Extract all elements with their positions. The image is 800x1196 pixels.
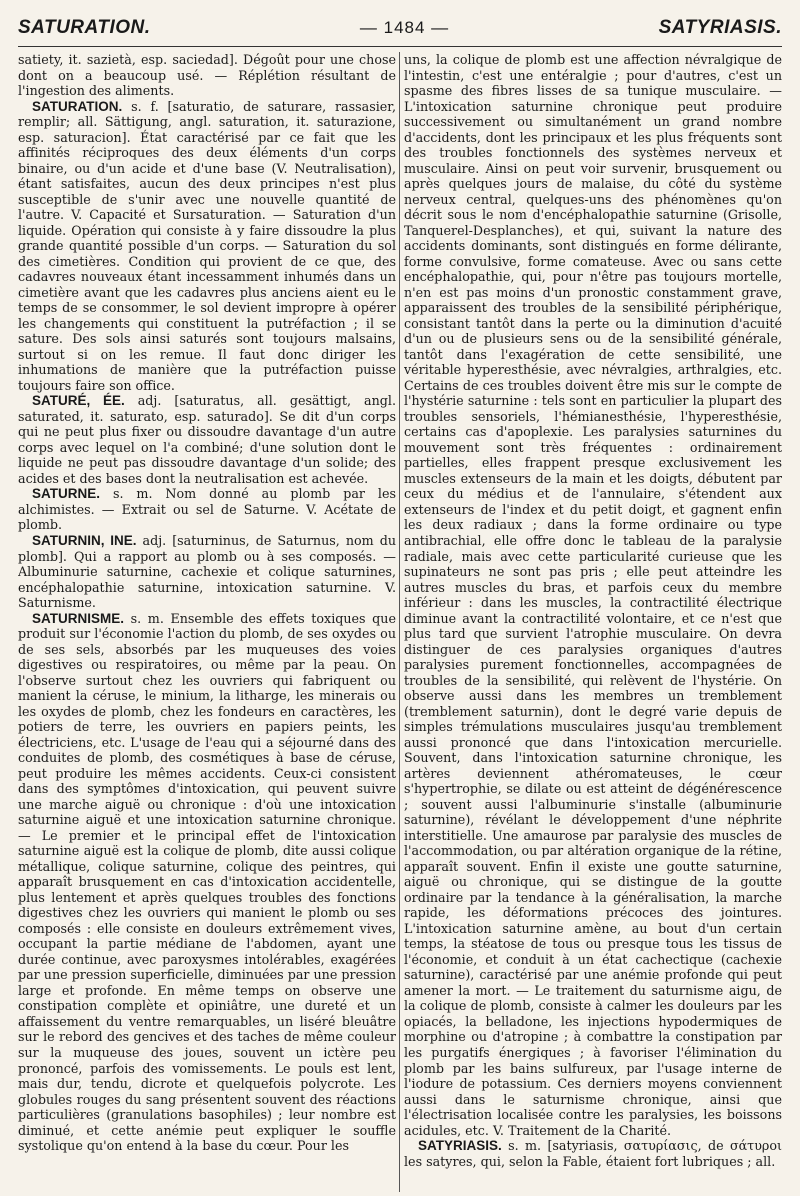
entry-headword: SATURNISME. (32, 610, 125, 626)
entry-definition: s. m. [satyriasis, σατυρίασις, de σάτυροι les satyres, qui, selon la Fable, étaient fort lubriques ; all. (404, 1138, 782, 1169)
entry-definition: s. m. Nom donné au plomb par les alchimistes. — Extrait ou sel de Saturne. V. Acétate de plomb. (18, 486, 396, 533)
dictionary-entry (18, 99, 396, 394)
right-column (404, 52, 782, 1192)
running-header (18, 14, 782, 47)
column-divider (399, 52, 400, 1192)
page-number: — 1484 — (359, 18, 450, 37)
dictionary-entry (404, 1138, 782, 1169)
entry-definition: s. m. Ensemble des effets toxiques que produit sur l'économie l'action du plomb, de ses oxydes ou de ses sels, absorbés par les muqueuses des voies digestives ou respiratoires, ou même par la peau. On l'observe surtout chez les ouvriers qui fabriquent ou manient la céruse, le minium, la litharge, les minerais ou les oxydes de plomb, chez les fondeurs en caractères, les potiers de terre, les ouvriers en papiers peints, les électriciens, etc. L'usage de l'eau qui a séjourné dans des conduites de plomb, des cosmétiques à base de céruse, peut produire les mêmes accidents. Ceux-ci consistent dans des symptômes d'intoxication, qui peuvent suivre une marche aiguë ou chronique : d'où une intoxication saturnine aiguë et une intoxication saturnine chronique. — Le premier et le principal effet de l'intoxication saturnine aiguë est la colique de plomb, dite aussi colique métallique, colique saturnine, colique des peintres, qui apparaît brusquement en cas d'intoxication accidentelle, plus lentement et après quelques troubles des fonctions digestives chez les ouvriers qui manient le plomb ou ses composés : elle consiste en douleurs extrêmement vives, occupant la partie médiane de l'abdomen, ayant une durée continue, avec paroxysmes intolérables, exagérées par une pression superficielle, diminuées par une pression large et profonde. En même temps on observe une constipation complète et opiniâtre, une dureté et un affaissement du ventre remarquables, un liséré bleuâtre sur le rebord des gencives et des taches de même couleur sur la muqueuse des joues, souvent un ictère peu prononcé, parfois des vomissements. Le pouls est lent, mais dur, tendu, dicrote et quelquefois polycrote. Les globules rouges du sang présentent souvent des réactions particulières (granulations basophiles) ; leur nombre est diminué, et cette anémie peut expliquer le souffle systolique qu'on entend à la base du cœur. Pour les (18, 610, 396, 1154)
entry-headword: SATURATION. (32, 98, 123, 114)
entry-definition: adj. [saturninus, de Saturnus, nom du plomb]. Qui a rapport au plomb ou à ses composés. — Albuminurie saturnine, cachexie et colique saturnines, encéphalopathie saturnine, intoxication saturnine. V. Saturnisme. (18, 532, 396, 611)
entry-definition: adj. [saturatus, all. gesättigt, angl. saturated, it. saturato, esp. saturado]. Se dit d'un corps qui ne peut plus fixer ou dissoudre davantage d'un autre corps avec lequel on l'a combiné; d'une solution dont le liquide ne peut pas dissoudre davantage d'un solide; des acides et des bases dont la neutralisation est achevée. (18, 393, 396, 486)
dictionary-entry (18, 533, 396, 611)
header-left-guide-word: SATURATION. (18, 17, 151, 38)
dictionary-entry (18, 486, 396, 533)
entry-headword: SATURÉ, ÉE. (32, 393, 125, 409)
continuation-text: uns, la colique de plomb est une affection névralgique de l'intestin, c'est une entéralgie ; pour d'autres, c'est un spasme des fibres lisses de sa tunique musculaire. — L'intoxication saturnine chronique peut produire successivement ou simultanément un grand nombre d'accidents, dont les principaux et les plus fréquents sont des troubles fonctionnels des systèmes nerveux et musculaire. Ainsi on peut voir survenir, brusquement ou après quelques jours de malaise, du côté du système nerveux central, quelques-uns des phénomènes qu'on décrit sous le nom d'encéphalopathie saturnine (Grisolle, Tanquerel-Desplanches), et qui, suivant la nature des accidents dominants, sont distingués en forme délirante, forme convulsive, forme comateuse. Avec ou sans cette encéphalopathie, qui, pour n'être pas toujours mortelle, n'en est pas moins d'un pronostic constamment grave, apparaissent des troubles de la sensibilité périphérique, consistant tantôt dans la perte ou la diminution d'acuité d'un ou de plusieurs sens ou de la sensibilité générale, tantôt dans l'exagération de cette sensibilité, une véritable hyperesthésie, avec névralgies, arthralgies, etc. Certains de ces troubles doivent être mis sur le compte de l'hystérie saturnine : tels sont en particulier la plupart des troubles sensoriels, l'hémianesthésie, l'hyperesthésie, certains cas d'apoplexie. Les paralysies saturnines du mouvement sont très fréquentes : ordinairement partielles, elles frappent presque exclusivement les muscles extenseurs de la main et les doigts, débutent par ceux du médius et de l'annulaire, s'étendent aux extenseurs de l'index et du petit doigt, et gagnent enfin les deux radiaux ; dans la forme ordinaire ou type antibrachial, elle offre donc le tableau de la paralysie radiale, mais avec cette particularité curieuse que les supinateurs ne sont pas pris ; elle peut atteindre les autres muscles du bras, et parfois ceux du membre inférieur : dans les muscles, la contractilité électrique diminue avant la contractilité volontaire, et ce n'est que plus tard que survient l'atrophie musculaire. On devra distinguer de ces paralysies organiques d'autres paralysies purement fonctionnelles, accompagnées de troubles de la sensibilité, qui relèvent de l'hystérie. On observe aussi dans les membres un tremblement (tremblement saturnin), dont le degré varie depuis de simples trémulations musculaires jusqu'au tremblement aussi prononcé que dans l'intoxication mercurielle. Souvent, dans l'intoxication saturnine chronique, les artères deviennent athéromateuses, le cœur s'hypertrophie, se dilate ou est atteint de dégénérescence ; souvent aussi l'albuminurie s'installe (albuminurie saturnine), révélant le développement d'une néphrite interstitielle. Une amaurose par paralysie des muscles de l'accommodation, ou par altération organique de la rétine, apparaît souvent. Enfin il existe une goutte saturnine, aiguë ou chronique, qui se distingue de la goutte ordinaire par la tendance à la généralisation, la marche rapide, les déformations précoces des jointures. L'intoxication saturnine amène, au bout d'un certain temps, la stéatose de tous ou presque tous les tissus de l'économie, et conduit à un état cachectique (cachexie saturnine), caractérisé par une anémie profonde qui peut amener la mort. — Le traitement du saturnisme aigu, de la colique de plomb, consiste à calmer les douleurs par les opiacés, la belladone, les injections hypodermiques de morphine ou d'atropine ; à combattre la constipation par les purgatifs énergiques ; à favoriser l'élimination du plomb par les bains sulfureux, par l'usage interne de l'iodure de potassium. Ces derniers moyens conviennent aussi dans le saturnisme chronique, ainsi que l'électrisation localisée contre les paralysies, les boissons acidules, etc. V. Traitement de la Charité. (404, 52, 782, 1138)
header-right-guide-word: SATYRIASIS. (658, 17, 782, 38)
entry-definition: s. f. [saturatio, de saturare, rassasier, remplir; all. Sättigung, angl. saturation, it. saturazione, esp. saturacion]. État caractérisé par ce fait que les affinités réciproques des deux éléments d'un corps binaire, ou d'un acide et d'une base (V. Neutralisation), étant satisfaites, aucun des deux principes n'est plus susceptible de s'unir avec une nouvelle quantité de l'autre. V. Capacité et Sursaturation. — Saturation d'un liquide. Opération qui consiste à y faire dissoudre la plus grande quantité possible d'un corps. — Saturation du sol des cimetières. Condition qui provient de ce que, des cadavres nouveaux étant incessamment inhumés dans un cimetière avant que les cadavres plus anciens aient eu le temps de se consommer, le sol devient impropre à opérer les changements qui constituent la putréfaction ; il se sature. Des sols ainsi saturés sont toujours malsains, surtout si on les remue. Il faut donc diriger les inhumations de manière que la putréfaction puisse toujours faire son office. (18, 98, 396, 393)
dictionary-entry (18, 393, 396, 486)
dictionary-entry (18, 611, 396, 1154)
continuation-text: satiety, it. sazietà, esp. saciedad]. Dégoût pour une chose dont on a beaucoup usé. — Réplétion résultant de l'ingestion des aliments. (18, 52, 396, 99)
entry-headword: SATURNIN, INE. (32, 532, 137, 548)
entry-headword: SATYRIASIS. (418, 1138, 502, 1154)
entry-headword: SATURNE. (32, 486, 101, 502)
left-column (18, 52, 396, 1192)
